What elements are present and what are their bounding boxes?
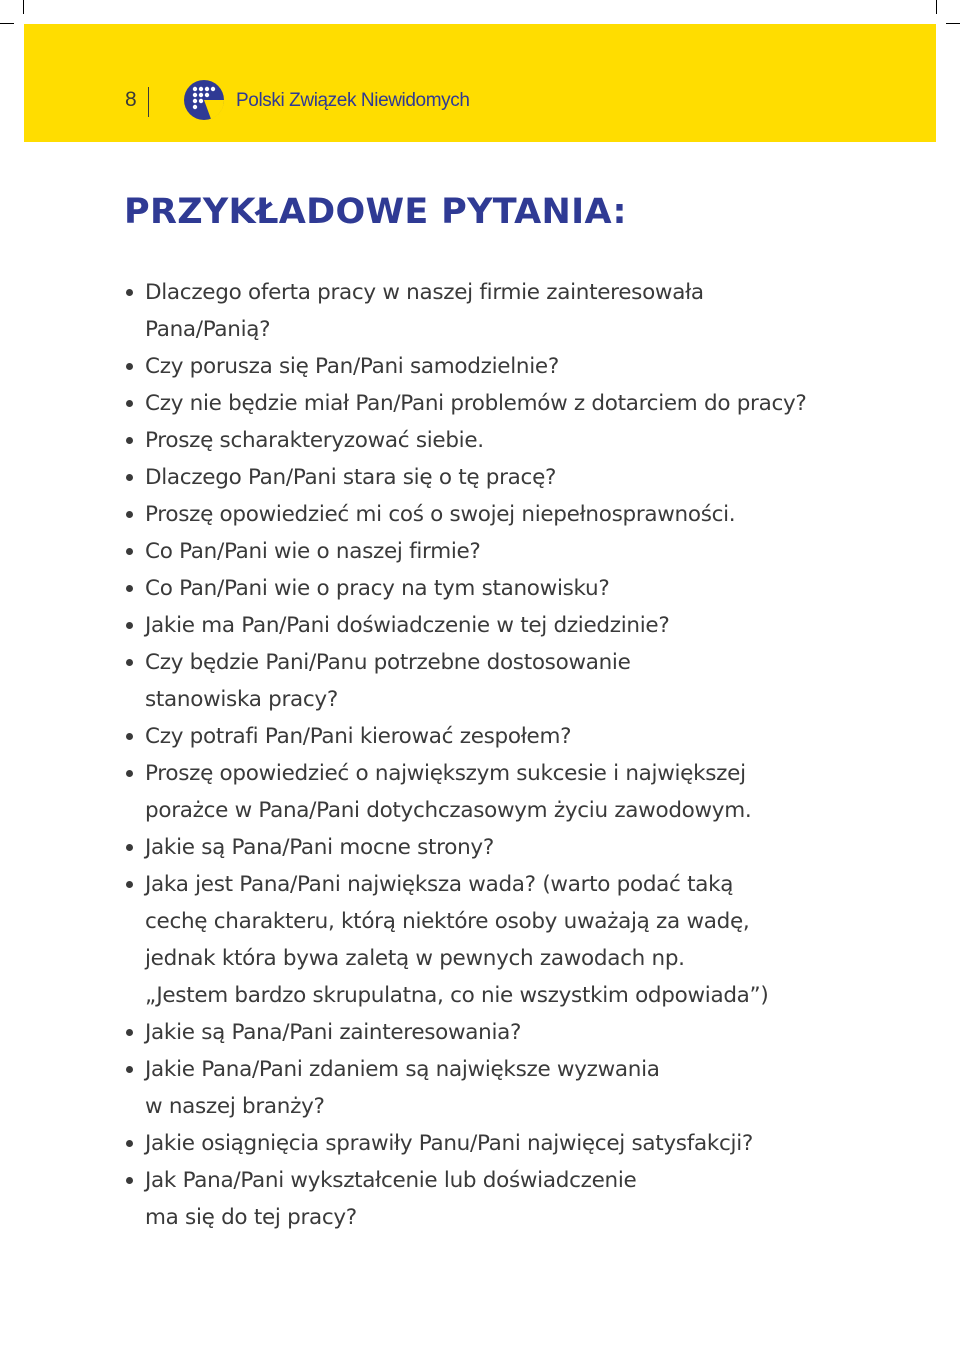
bullet-icon xyxy=(126,585,133,592)
question-text: Jak Pana/Pani wykształcenie lub doświadczenie ma się do tej pracy? xyxy=(145,1168,637,1230)
list-item xyxy=(124,422,854,459)
bullet-icon xyxy=(126,289,133,296)
question-text: Jakie są Pana/Pani mocne strony? xyxy=(145,835,494,860)
bullet-icon xyxy=(126,844,133,851)
bullet-icon xyxy=(126,1140,133,1147)
list-item xyxy=(124,644,854,718)
question-text: Proszę scharakteryzować siebie. xyxy=(145,428,484,453)
list-item xyxy=(124,1014,854,1051)
bullet-icon xyxy=(126,1177,133,1184)
question-text: Dlaczego Pan/Pani stara się o tę pracę? xyxy=(145,465,557,490)
bullet-icon xyxy=(126,437,133,444)
list-item xyxy=(124,274,854,348)
crop-mark xyxy=(23,0,24,14)
question-text: Co Pan/Pani wie o naszej firmie? xyxy=(145,539,481,564)
list-item xyxy=(124,755,854,829)
header-band xyxy=(24,24,936,142)
list-item xyxy=(124,348,854,385)
question-text: Jaka jest Pana/Pani największa wada? (warto podać taką cechę charakteru, którą niektóre osoby uważają za wadę, jednak która bywa zaletą w pewnych zawodach np. „Jestem bardzo skrupulatna, co nie wszystkim odpowiada”) xyxy=(145,872,769,1008)
list-item xyxy=(124,459,854,496)
question-text: Jakie są Pana/Pani zainteresowania? xyxy=(145,1020,522,1045)
list-item xyxy=(124,718,854,755)
page-number-divider xyxy=(148,87,149,117)
question-text: Jakie osiągnięcia sprawiły Panu/Pani najwięcej satysfakcji? xyxy=(145,1131,753,1156)
list-item xyxy=(124,533,854,570)
question-text: Jakie ma Pan/Pani doświadczenie w tej dziedzinie? xyxy=(145,613,670,638)
organization-name: Polski Związek Niewidomych xyxy=(236,90,470,111)
list-item xyxy=(124,1162,854,1236)
question-text: Czy porusza się Pan/Pani samodzielnie? xyxy=(145,354,559,379)
question-text: Proszę opowiedzieć o największym sukcesie i największej porażce w Pana/Pani dotychczasowym życiu zawodowym. xyxy=(145,761,752,823)
pzn-braille-logo-icon xyxy=(183,79,225,121)
page-number: 8 xyxy=(125,88,137,111)
crop-mark xyxy=(946,23,960,24)
crop-mark xyxy=(0,23,14,24)
list-item xyxy=(124,829,854,866)
question-text: Co Pan/Pani wie o pracy na tym stanowisku? xyxy=(145,576,610,601)
bullet-icon xyxy=(126,881,133,888)
bullet-icon xyxy=(126,474,133,481)
crop-mark xyxy=(936,0,937,14)
list-item xyxy=(124,1125,854,1162)
bullet-icon xyxy=(126,400,133,407)
question-text: Proszę opowiedzieć mi coś o swojej niepełnosprawności. xyxy=(145,502,736,527)
bullet-icon xyxy=(126,511,133,518)
question-text: Jakie Pana/Pani zdaniem są największe wyzwania w naszej branży? xyxy=(145,1057,660,1119)
list-item xyxy=(124,866,854,1014)
bullet-icon xyxy=(126,1029,133,1036)
bullet-icon xyxy=(126,733,133,740)
list-item xyxy=(124,496,854,533)
bullet-icon xyxy=(126,770,133,777)
question-text: Czy będzie Pani/Panu potrzebne dostosowanie stanowiska pracy? xyxy=(145,650,631,712)
question-text: Dlaczego oferta pracy w naszej firmie zainteresowała Pana/Panią? xyxy=(145,280,704,342)
list-item xyxy=(124,607,854,644)
list-item xyxy=(124,385,854,422)
question-text: Czy nie będzie miał Pan/Pani problemów z dotarciem do pracy? xyxy=(145,391,807,416)
bullet-icon xyxy=(126,548,133,555)
page-title: PRZYKŁADOWE PYTANIA: xyxy=(124,192,627,232)
bullet-icon xyxy=(126,659,133,666)
bullet-icon xyxy=(126,622,133,629)
question-list xyxy=(124,274,854,1236)
list-item xyxy=(124,1051,854,1125)
bullet-icon xyxy=(126,363,133,370)
question-text: Czy potrafi Pan/Pani kierować zespołem? xyxy=(145,724,572,749)
list-item xyxy=(124,570,854,607)
bullet-icon xyxy=(126,1066,133,1073)
